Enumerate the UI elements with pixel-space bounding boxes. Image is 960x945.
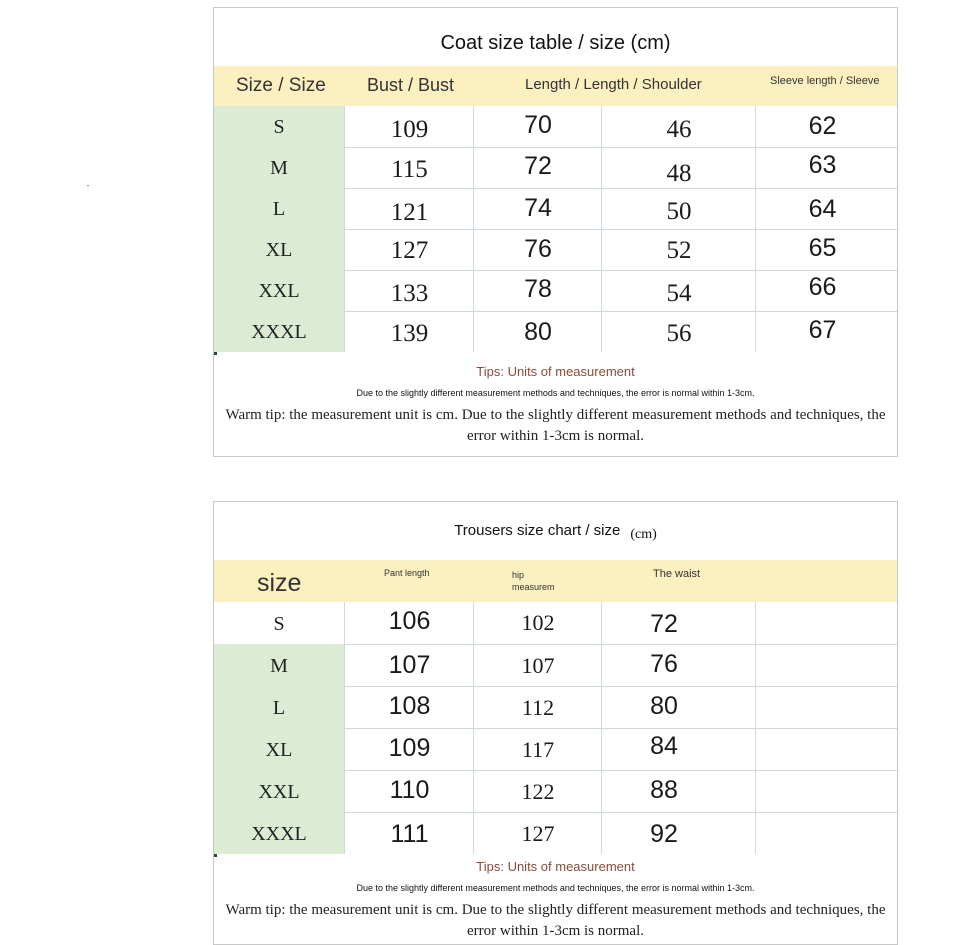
pant-length-cell: 108 <box>388 692 431 720</box>
hip-cell: 127 <box>521 821 555 846</box>
table-row <box>214 311 897 352</box>
warm-tip: Warm tip: the measurement unit is cm. Due to the slightly different measurement methods and techniques, the error within 1-3cm is normal. <box>225 407 886 444</box>
sleeve-cell: 64 <box>808 195 837 223</box>
bust-cell: 109 <box>390 116 429 143</box>
waist-cell: 84 <box>650 732 678 760</box>
size-cell: M <box>270 157 288 179</box>
waist-cell: 76 <box>650 650 678 678</box>
size-cell: XXL <box>258 781 300 803</box>
empty-cell <box>755 686 899 728</box>
size-cell: L <box>272 697 286 719</box>
shoulder-cell: 48 <box>666 160 692 187</box>
table-row <box>214 644 897 687</box>
pant-length-cell: 109 <box>388 734 431 762</box>
table-row <box>214 188 897 230</box>
shoulder-cell: 52 <box>666 237 692 264</box>
sleeve-cell: 62 <box>808 112 837 140</box>
sleeve-cell: 67 <box>808 316 837 344</box>
hip-cell: 102 <box>521 610 555 635</box>
coat-size-table <box>213 7 898 457</box>
table-row <box>214 812 897 854</box>
trousers-header-waist: The waist <box>653 568 701 580</box>
bust-cell: 115 <box>391 156 428 183</box>
hip-cell: 122 <box>521 779 555 804</box>
trousers-header-size: size <box>257 569 302 597</box>
size-cell: S <box>273 116 285 138</box>
stray-dot <box>87 185 89 186</box>
coat-tips <box>214 364 897 447</box>
sleeve-cell: 63 <box>808 151 837 179</box>
trousers-size-table <box>213 501 898 945</box>
table-row <box>214 106 897 148</box>
waist-cell: 72 <box>650 610 678 638</box>
waist-cell: 80 <box>650 692 678 720</box>
length-cell: 70 <box>524 111 552 139</box>
length-cell: 74 <box>524 194 552 222</box>
table-row <box>214 147 897 189</box>
table-row <box>214 770 897 813</box>
size-cell: M <box>270 655 288 677</box>
length-cell: 72 <box>524 152 552 180</box>
empty-cell <box>755 812 899 854</box>
trousers-tips <box>214 859 897 942</box>
hip-cell: 117 <box>521 737 555 762</box>
tips-heading: Tips: Units of measurement <box>476 859 635 874</box>
size-cell: XL <box>265 239 293 261</box>
bust-cell: 121 <box>390 199 429 226</box>
coat-header-bust: Bust / Bust <box>367 75 455 95</box>
table-row <box>214 602 897 645</box>
coat-header-row <box>214 66 897 106</box>
empty-cell <box>755 644 899 686</box>
corner-mark <box>214 854 217 857</box>
coat-table-title: Coat size table / size (cm) <box>440 32 671 54</box>
tips-note: Due to the slightly different measurement methods and techniques, the error is normal within 1-3cm. <box>356 883 755 893</box>
trousers-header-pant-length: Pant length <box>384 568 430 578</box>
length-cell: 78 <box>524 275 552 303</box>
size-cell: XXXL <box>251 823 307 845</box>
pant-length-cell: 110 <box>389 776 430 804</box>
tips-note: Due to the slightly different measurement methods and techniques, the error is normal within 1-3cm. <box>356 388 755 398</box>
shoulder-cell: 56 <box>666 320 692 347</box>
sleeve-cell: 65 <box>808 234 837 262</box>
bust-cell: 127 <box>390 237 429 264</box>
trousers-title-unit: (cm) <box>630 527 657 542</box>
hip-cell: 107 <box>521 653 555 678</box>
warm-tip: Warm tip: the measurement unit is cm. Due to the slightly different measurement methods and techniques, the error within 1-3cm is normal. <box>225 902 886 939</box>
coat-header-size: Size / Size <box>236 75 326 96</box>
shoulder-cell: 54 <box>666 280 692 307</box>
pant-length-cell: 111 <box>390 820 429 848</box>
trousers-title-text: Trousers size chart / size <box>454 522 621 539</box>
empty-cell <box>755 602 899 644</box>
size-cell: S <box>273 613 285 635</box>
trousers-header-hip: hip measurem <box>512 570 555 592</box>
table-row <box>214 229 897 271</box>
coat-header-sleeve: Sleeve length / Sleeve <box>770 75 880 87</box>
length-cell: 76 <box>524 235 552 263</box>
empty-cell <box>755 770 899 812</box>
hip-cell: 112 <box>521 695 555 720</box>
table-row <box>214 270 897 312</box>
size-cell: XXXL <box>251 321 307 343</box>
size-cell: L <box>272 198 286 220</box>
table-row <box>214 686 897 729</box>
shoulder-cell: 46 <box>666 116 692 143</box>
trousers-table-title <box>214 522 897 540</box>
bust-cell: 139 <box>390 320 429 347</box>
tips-heading: Tips: Units of measurement <box>476 364 635 379</box>
table-row <box>214 728 897 771</box>
size-cell: XXL <box>258 280 300 302</box>
sleeve-cell: 66 <box>808 273 837 301</box>
pant-length-cell: 107 <box>388 651 431 679</box>
empty-cell <box>755 728 899 770</box>
trousers-header-row <box>214 560 897 602</box>
pant-length-cell: 106 <box>388 607 431 635</box>
corner-mark <box>214 352 217 355</box>
shoulder-cell: 50 <box>666 198 692 225</box>
waist-cell: 92 <box>650 820 678 848</box>
length-cell: 80 <box>524 318 552 346</box>
waist-cell: 88 <box>650 776 678 804</box>
coat-header-length-shoulder: Length / Length / Shoulder <box>525 76 702 93</box>
bust-cell: 133 <box>390 280 429 307</box>
size-cell: XL <box>265 739 293 761</box>
